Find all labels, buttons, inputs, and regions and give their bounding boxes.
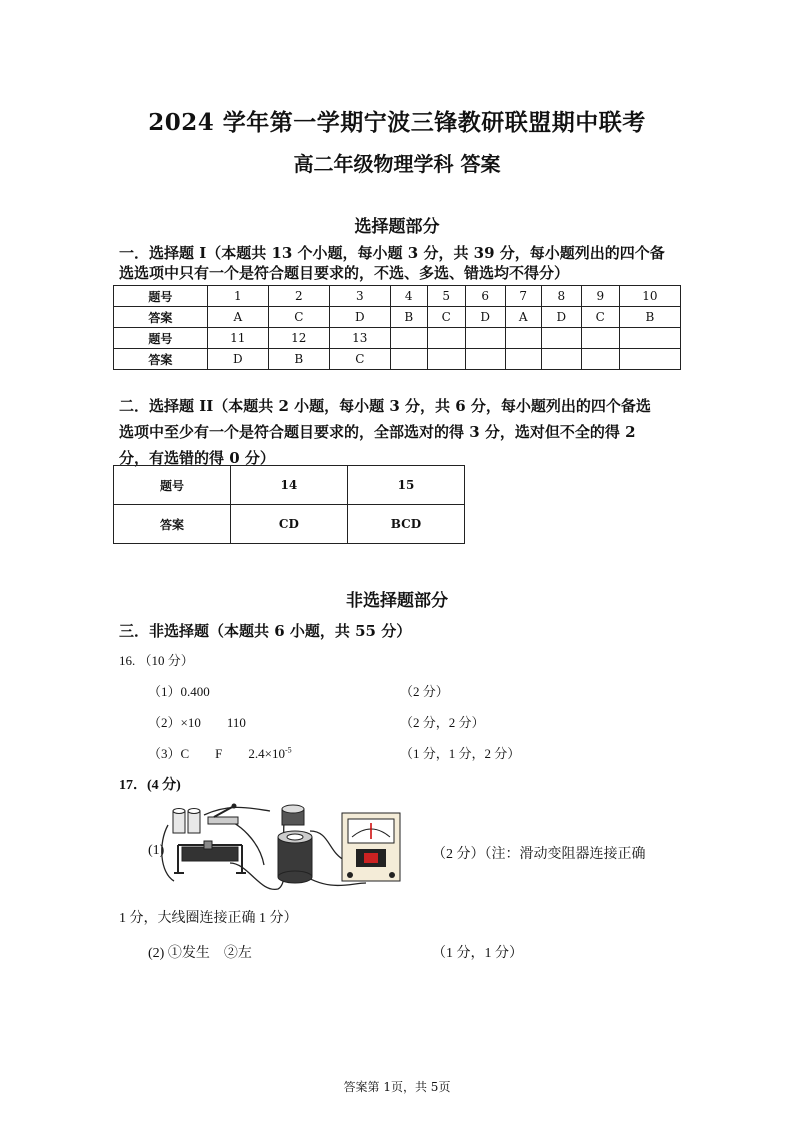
table-cell: 答案 xyxy=(114,505,231,544)
table-cell: 题号 xyxy=(114,328,208,349)
q16-answer-3-text: （3）C F 2.4×10 xyxy=(148,746,285,761)
table-cell: 答案 xyxy=(114,307,208,328)
q17-part1-score: （2 分）（注：滑动变阻器连接正确 xyxy=(432,847,646,862)
table-cell: 8 xyxy=(541,286,581,307)
table-cell: 2 xyxy=(268,286,329,307)
table-cell: 4 xyxy=(390,286,427,307)
table-cell xyxy=(465,328,505,349)
table-cell: 3 xyxy=(329,286,390,307)
switch-icon xyxy=(208,804,238,825)
table-cell xyxy=(505,328,541,349)
exam-subtitle: 高二年级物理学科 答案 xyxy=(293,152,501,176)
q17-label: 17．(4 分) xyxy=(119,778,181,793)
table-cell: B xyxy=(619,307,680,328)
small-coil-icon xyxy=(282,805,304,825)
table-row xyxy=(114,307,681,328)
galvanometer-icon xyxy=(342,813,400,881)
exam-title: 2024 学年第一学期宁波三锋教研联盟期中联考 xyxy=(148,109,646,136)
q16-label: 16. （10 分） xyxy=(119,653,194,668)
table-cell: 5 xyxy=(427,286,465,307)
table-cell: 9 xyxy=(581,286,619,307)
table-cell: 答案 xyxy=(114,349,208,370)
table-cell xyxy=(581,328,619,349)
q2-instruction xyxy=(119,393,689,471)
table-cell: D xyxy=(541,307,581,328)
table-cell: C xyxy=(427,307,465,328)
table-cell: 12 xyxy=(268,328,329,349)
table-cell: CD xyxy=(230,505,347,544)
table-cell xyxy=(581,349,619,370)
table-row xyxy=(114,505,465,544)
q16-score-2: （2 分，2 分） xyxy=(400,715,485,730)
q1-instruction xyxy=(119,240,689,286)
large-coil-icon xyxy=(278,831,312,883)
table-row xyxy=(114,286,681,307)
table-cell: D xyxy=(207,349,268,370)
table-cell: C xyxy=(268,307,329,328)
table-cell: 6 xyxy=(465,286,505,307)
section-heading-choice: 选择题部分 xyxy=(354,217,440,237)
table-cell xyxy=(541,328,581,349)
table-row xyxy=(114,349,681,370)
table-cell xyxy=(390,328,427,349)
table-cell: 13 xyxy=(329,328,390,349)
section-heading-nonchoice: 非选择题部分 xyxy=(346,591,448,611)
table-cell xyxy=(427,349,465,370)
table-cell: 14 xyxy=(230,466,347,505)
q17-part1-label: (1) xyxy=(148,843,165,858)
table-cell: 7 xyxy=(505,286,541,307)
table-cell: A xyxy=(505,307,541,328)
table-cell xyxy=(465,349,505,370)
rheostat-icon xyxy=(174,841,246,873)
answer-table-choice-2 xyxy=(113,465,465,544)
table-cell: BCD xyxy=(347,505,464,544)
exponent: -5 xyxy=(284,745,292,755)
table-cell: 10 xyxy=(619,286,680,307)
q1-instruction-line: 一．选择题 I（本题共 13 个小题，每小题 3 分，共 39 分，每小题列出的四个备 xyxy=(119,244,665,262)
q16-answer-2: （2）×10 110 xyxy=(148,715,246,730)
table-cell: D xyxy=(465,307,505,328)
table-cell: 11 xyxy=(207,328,268,349)
table-cell: 题号 xyxy=(114,286,208,307)
table-cell: C xyxy=(581,307,619,328)
table-cell xyxy=(619,328,680,349)
q2-instruction-line: 二．选择题 II（本题共 2 小题，每小题 3 分，共 6 分，每小题列出的四个备选 xyxy=(119,397,651,415)
q16-answer-1: （1）0.400 xyxy=(148,684,210,699)
table-cell xyxy=(619,349,680,370)
table-cell: A xyxy=(207,307,268,328)
table-cell xyxy=(541,349,581,370)
table-cell: 15 xyxy=(347,466,464,505)
table-cell xyxy=(427,328,465,349)
table-cell: B xyxy=(390,307,427,328)
q2-instruction-line: 选项中至少有一个是符合题目要求的，全部选对的得 3 分，选对但不全的得 2 xyxy=(119,423,636,441)
q3-instruction: 三．非选择题（本题共 6 小题，共 55 分） xyxy=(119,622,412,640)
table-row xyxy=(114,466,465,505)
circuit-diagram xyxy=(160,803,410,893)
table-cell xyxy=(390,349,427,370)
q1-instruction-line: 选选项中只有一个是符合题目要求的，不选、多选、错选均不得分） xyxy=(119,264,570,282)
table-cell: 题号 xyxy=(114,466,231,505)
table-cell: D xyxy=(329,307,390,328)
table-cell: 1 xyxy=(207,286,268,307)
table-row xyxy=(114,328,681,349)
battery-icon xyxy=(173,809,200,834)
q16-answer-3 xyxy=(148,743,292,762)
q17-part1-note: 1 分，大线圈连接正确 1 分） xyxy=(119,911,298,926)
page-footer: 答案第 1页，共 5页 xyxy=(343,1080,451,1094)
q17-part2-score: （1 分，1 分） xyxy=(432,946,523,961)
q16-score-1: （2 分） xyxy=(400,684,449,699)
q17-part2-answer: (2) ①发生 ②左 xyxy=(148,946,252,961)
table-cell: B xyxy=(268,349,329,370)
table-cell: C xyxy=(329,349,390,370)
q16-score-3: （1 分，1 分，2 分） xyxy=(400,746,521,761)
answer-table-choice-1 xyxy=(113,285,681,370)
q2-instruction-line: 分，有选错的得 0 分） xyxy=(119,449,275,467)
table-cell xyxy=(505,349,541,370)
